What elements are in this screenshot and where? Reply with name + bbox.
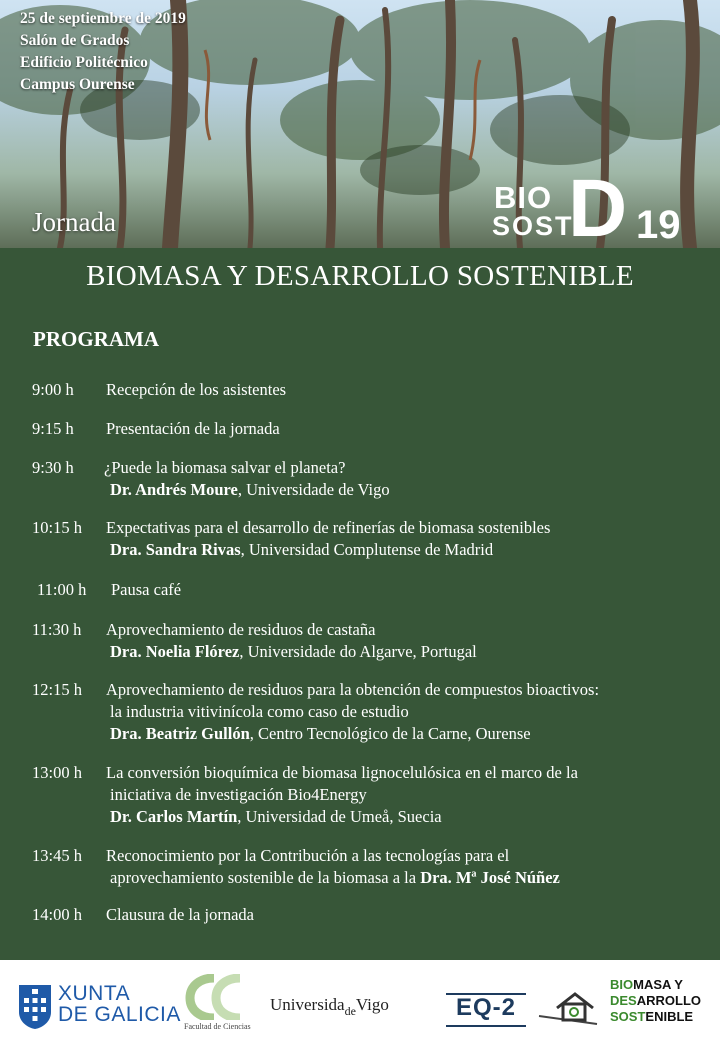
speaker-name: Dra. Beatriz Gullón <box>110 724 250 743</box>
eco-house-icon <box>537 986 607 1026</box>
program-line <box>110 807 442 827</box>
speaker-affiliation: , Universidade de Vigo <box>237 480 390 499</box>
program-line <box>104 458 345 478</box>
program-line <box>110 724 531 744</box>
eq2-logo <box>446 993 526 1027</box>
program-line <box>106 905 254 925</box>
biosostd19-logo <box>490 163 700 248</box>
biomasa-desarrollo-logo <box>610 977 701 1025</box>
program-time: 13:00 h <box>32 763 82 782</box>
bds-line-2 <box>610 993 701 1009</box>
program-heading: PROGRAMA <box>33 327 159 351</box>
speaker-affiliation: , Centro Tecnológico de la Carne, Ourense <box>249 724 531 743</box>
logo-sost: SOST <box>492 211 574 241</box>
event-date: 25 de septiembre de 2019 <box>20 10 186 27</box>
event-building: Edificio Politécnico <box>20 54 148 71</box>
program-line <box>106 419 280 439</box>
xunta-text <box>58 983 181 1025</box>
uvigo-text-a: Universida <box>270 995 345 1014</box>
program-line <box>110 642 477 662</box>
xunta-shield-icon <box>18 984 52 1030</box>
talk-title: la industria vitivinícola como caso de estudio <box>110 702 409 721</box>
talk-title: Reconocimiento por la Contribución a las tecnologías para el <box>106 846 510 865</box>
program-time: 9:00 h <box>32 380 74 399</box>
program-line <box>110 480 390 500</box>
program-time: 9:15 h <box>32 419 74 438</box>
uvigo-text-b: de <box>344 1004 356 1018</box>
eq2-text: EQ-2 <box>455 994 516 1021</box>
program-line <box>106 680 599 700</box>
xunta-line-1: XUNTA <box>58 982 131 1005</box>
logo-bio: BIO <box>494 180 553 215</box>
facultad-ciencias-logo <box>184 974 250 1032</box>
bds-line-3-highlight: SOST <box>610 1009 646 1024</box>
talk-title: aprovechamiento sostenible de la biomasa a la <box>110 868 421 887</box>
bds-line-1-rest: MASA Y <box>633 977 683 992</box>
program-line <box>106 846 509 866</box>
xunta-logo <box>18 982 181 1035</box>
speaker-affiliation: , Universidad de Umeå, Suecia <box>237 807 442 826</box>
bds-line-2-highlight: DES <box>610 993 637 1008</box>
speaker-name: Dra. Noelia Flórez <box>110 642 240 661</box>
bds-line-2-rest: ARROLLO <box>636 993 702 1008</box>
talk-title: Pausa café <box>111 580 182 599</box>
program-time: 10:15 h <box>32 518 82 537</box>
program-panel <box>0 248 720 960</box>
xunta-line-2: DE GALICIA <box>58 1003 181 1026</box>
event-campus: Campus Ourense <box>20 76 135 93</box>
program-line <box>110 540 493 560</box>
bds-line-1 <box>610 977 701 993</box>
talk-title: Clausura de la jornada <box>106 905 254 924</box>
program-line <box>110 868 560 888</box>
uvigo-text-c: Vigo <box>355 995 389 1014</box>
program-time: 13:45 h <box>32 846 82 865</box>
bds-line-3 <box>610 1009 701 1025</box>
bds-line-3-rest: ENIBLE <box>645 1009 694 1024</box>
program-line <box>110 785 367 805</box>
speaker-affiliation: , Universidad Complutense de Madrid <box>240 540 494 559</box>
program-time: 11:00 h <box>37 580 87 599</box>
talk-title: Aprovechamiento de residuos de castaña <box>106 620 376 639</box>
program-line <box>110 702 409 722</box>
program-line <box>111 580 181 600</box>
talk-title: iniciativa de investigación Bio4Energy <box>110 785 367 804</box>
facultad-emblem-icon <box>184 974 250 1020</box>
talk-title: Aprovechamiento de residuos para la obtención de compuestos bioactivos: <box>106 680 600 699</box>
uvigo-logo <box>270 995 389 1018</box>
talk-title: Expectativas para el desarrollo de refinerías de biomasa sostenibles <box>106 518 551 537</box>
talk-title: Recepción de los asistentes <box>106 380 287 399</box>
program-line <box>106 763 578 783</box>
program-time: 11:30 h <box>32 620 82 639</box>
speaker-name: Dr. Carlos Martín <box>110 807 238 826</box>
program-line <box>106 518 550 538</box>
event-room: Salón de Grados <box>20 32 130 49</box>
talk-title: La conversión bioquímica de biomasa lignocelulósica en el marco de la <box>106 763 578 782</box>
sponsor-footer <box>0 960 720 1040</box>
logo-year: 19 <box>636 203 681 247</box>
talk-title: ¿Puede la biomasa salvar el planeta? <box>104 458 346 477</box>
bds-line-1-highlight: BIO <box>610 977 634 992</box>
speaker-name: Dr. Andrés Moure <box>110 480 238 499</box>
speaker-affiliation: , Universidade do Algarve, Portugal <box>239 642 477 661</box>
honoree-name: Dra. Mª José Núñez <box>420 868 560 887</box>
facultad-text: Facultad de Ciencias <box>184 1022 251 1031</box>
jornada-label: Jornada <box>32 207 116 237</box>
header-photo <box>0 0 720 248</box>
event-details <box>20 8 186 96</box>
program-line <box>106 620 375 640</box>
program-time: 14:00 h <box>32 905 82 924</box>
program-line <box>106 380 286 400</box>
program-time: 9:30 h <box>32 458 74 477</box>
speaker-name: Dra. Sandra Rivas <box>110 540 241 559</box>
page-title: BIOMASA Y DESARROLLO SOSTENIBLE <box>86 260 634 292</box>
talk-title: Presentación de la jornada <box>106 419 280 438</box>
program-time: 12:15 h <box>32 680 82 699</box>
logo-d: D <box>568 163 628 248</box>
